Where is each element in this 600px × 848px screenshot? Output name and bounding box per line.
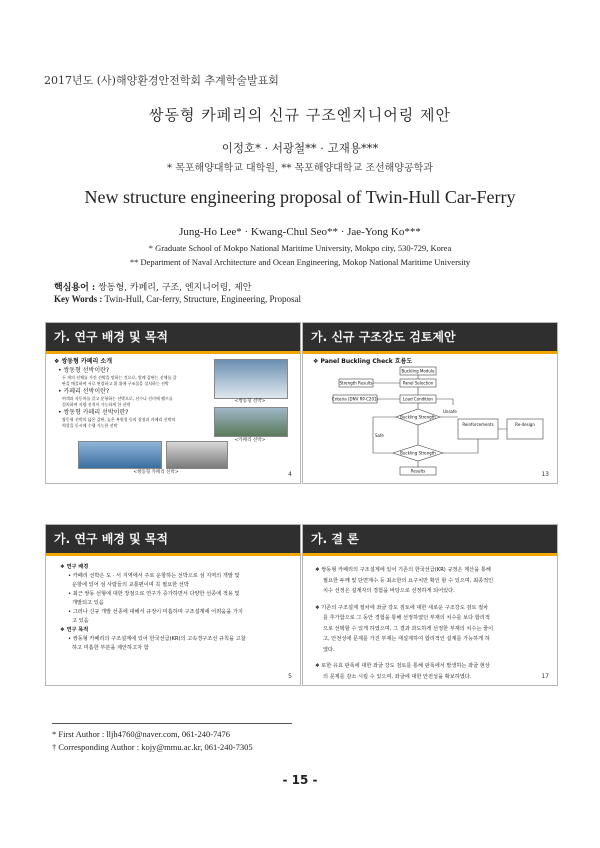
footnote-corresponding-author: † Corresponding Author : kojy@mmu.ac.kr, 061-240-7305 <box>52 742 253 752</box>
keywords-korean <box>54 280 251 293</box>
affiliation-english-2: ** Department of Naval Architecture and Ocean Engineering, Mokop National Maritime University <box>129 257 471 267</box>
slide-line: 두 개의 선체를 가진 선박을 말하는 것으로, 별배 갑판는 선체를 갑 <box>62 375 177 380</box>
slide-line: 였다. <box>323 646 335 653</box>
flow-label: Safe <box>375 433 384 438</box>
keywords-english <box>54 294 301 304</box>
flow-label: Criteria (DNV RP-C201) <box>331 396 379 402</box>
slide-title: 가. 결 론 <box>303 525 557 556</box>
flow-label: Unsafe <box>443 409 457 414</box>
slide-background-purpose-2 <box>45 524 301 686</box>
flow-label: Load Condition <box>403 396 433 402</box>
slide-body <box>315 565 553 682</box>
slide-page-number: 17 <box>541 673 549 680</box>
slide-line: ❖ 쌍동형 카페리 소개 <box>54 358 113 365</box>
panel-buckling-flowchart <box>303 363 558 483</box>
slide-page-number: 5 <box>288 673 292 680</box>
slide-line: • 쌍동형 카페리의 구조설계에 있어 한국선급(KR)의 고속경구조선 규칙을 고찰 <box>68 636 246 642</box>
slide-title: 가. 신규 구조강도 검토제안 <box>303 323 557 354</box>
slide-line: 하고 미흡한 부분을 제안하고자 함 <box>72 645 149 651</box>
page-number: - 15 - <box>282 773 318 787</box>
slide-line: • 쌍동형 카페리 선박이란? <box>58 409 129 416</box>
slide-line: 의 문제를 감소 시킬 수 있으며, 좌굴에 대한 안전성을 확보하였다. <box>323 673 472 680</box>
slide-line: • 그러나 신규 개발 선종에 대해서 규정이 미흡하며 구조설계에 어려움을 가지 <box>68 609 243 615</box>
slide-line: ❖ 또한 유효 판폭에 대한 좌굴 강도 검토를 통해 판폭에서 발생하는 좌굴 현상 <box>315 663 490 669</box>
slide-line: 운항에 있어 섬 사람들의 교통편이며 꼭 필요한 선박 <box>72 582 189 588</box>
keywords-english-label: Key Words : <box>54 294 103 304</box>
slide-line: 역할을 동시에 수행 가능한 선박 <box>62 423 118 428</box>
flow-label: Reinforcements <box>462 422 494 427</box>
slide-line: 쌍동형 선박의 넓은 갑판, 높은 복원성 등의 장점과 카페리 선박의 <box>62 417 176 422</box>
slide-line: 판을 매플하여 서로 연결하고 위 위에 구조물을 설치하는 선박 <box>62 381 169 386</box>
keywords-korean-text: 쌍동형, 카페리, 구조, 엔지니어링, 제안 <box>98 283 252 293</box>
flow-label: Results <box>410 468 426 474</box>
paper-title-korean: 쌍동형 카페리의 신규 구조엔지니어링 제안 <box>149 106 451 124</box>
slide-line: ❖ 연구 목적 <box>60 627 89 633</box>
photo-caption: <카페리 선박> <box>234 438 266 443</box>
flow-label: Re-design <box>515 422 535 427</box>
ship-render-image <box>166 441 228 469</box>
affiliation-english-1: * Graduate School of Mokpo National Maritime University, Mokpo city, 530-729, Korea <box>148 243 452 253</box>
twin-hull-car-ferry-photo <box>78 441 162 469</box>
slide-conclusion <box>302 524 558 686</box>
slide-line: 필요한 두께 및 단면계수 등 최소한의 요구치만 확인 할 수 있으며, 최종적인 <box>323 577 494 584</box>
slide-line: 고, 안전성에 문제를 가진 부재는 재설계하여 합리적인 설계를 가능하게 하 <box>323 636 490 642</box>
slide-line: • 카페리 선박은 도 · 서 지역에서 주로 운항하는 선박으로 섬 지역의 개발 및 <box>68 573 240 579</box>
footnote-first-author: * First Author : lljh4760@naver.com, 061-240-7476 <box>52 729 231 739</box>
slide-line: ❖ 기존의 구조설계 절차에 좌굴 강도 검토에 대한 새로운 구조강도 검토 절차 <box>315 604 489 611</box>
slide-body <box>60 563 296 653</box>
flow-label: Buckling Module <box>401 368 435 374</box>
flow-label: Buckling Strength <box>400 414 436 420</box>
slide-title: 가. 연구 배경 및 목적 <box>46 323 300 354</box>
photo-caption: <쌍동형 선박> <box>234 399 266 404</box>
conference-header: 2017년도 (사)해양환경안전학회 추계학술발표회 <box>44 74 279 87</box>
slide-title: 가. 연구 배경 및 목적 <box>46 525 300 556</box>
affiliation-korean: * 목포해양대학교 대학원, ** 목포해양대학교 조선해양공학과 <box>167 163 433 174</box>
slide-line: 를 추가함으로 그 동안 경험을 통해 선정하였던 부재의 치수를 보다 합리적 <box>323 615 490 621</box>
slide-line: • 최근 쌍동 선형에 대한 장점으로 연구가 증가하면서 다양한 선종에 적용 및 <box>68 591 240 597</box>
slide-line: ❖ Panel Buckling Check 흐름도 <box>313 358 413 365</box>
slide-line: 고 있음 <box>72 618 89 624</box>
slide-line: ❖ 연구 배경 <box>60 564 89 570</box>
slide-line: ❖ 쌍동형 카페리의 구조설계에 있어 기존의 한국선급(KR) 규정은 계산을 통해 <box>315 567 491 573</box>
slide-line: 여객과 자동차를 같고 운항하는 선박으로, 선수나 선미에 램프를 <box>62 396 173 401</box>
slide-page-number: 13 <box>541 471 549 478</box>
slide-background-purpose-1 <box>45 322 301 484</box>
car-ferry-photo <box>214 407 288 437</box>
slide-line: 치수 선정은 설계자의 경험을 바탕으로 선정하게 되어있다. <box>323 588 455 594</box>
keywords-korean-label: 핵심용어 : <box>54 283 96 293</box>
keywords-english-text: Twin-Hull, Car-ferry, Structure, Engineering, Proposal <box>104 294 301 304</box>
flow-label: Buckling Strength <box>400 450 436 456</box>
photo-caption: <쌍동형 카페리 선박> <box>133 470 179 475</box>
slide-page-number: 4 <box>288 471 292 478</box>
paper-title-english: New structure engineering proposal of Twin-Hull Car-Ferry <box>84 187 516 207</box>
slide-line: 개발되고 있음 <box>72 600 104 606</box>
authors-korean: 이정호* · 서광철** · 고재용*** <box>221 141 379 155</box>
flow-label: Strength Results <box>339 380 373 386</box>
slide-line: 설치하여 자량 선적이 가능하게 한 선박 <box>62 402 131 407</box>
authors-english: Jung-Ho Lee* · Kwang-Chul Seo** · Jae-Yong Ko*** <box>179 226 421 238</box>
twin-hull-ship-photo <box>214 359 288 399</box>
slide-line: 으로 선택할 수 있게 하였으며, 그 결과 과도하게 선정한 부재의 치수는 줄이 <box>323 625 494 632</box>
footnote-divider <box>52 723 292 724</box>
slide-line: • 카페리 선박이란? <box>58 388 110 395</box>
flow-label: Panel Selection <box>402 380 434 386</box>
slide-structural-strength-proposal <box>302 322 558 484</box>
slide-body <box>54 357 204 429</box>
slide-line: • 쌍동형 선박이란? <box>58 367 110 374</box>
